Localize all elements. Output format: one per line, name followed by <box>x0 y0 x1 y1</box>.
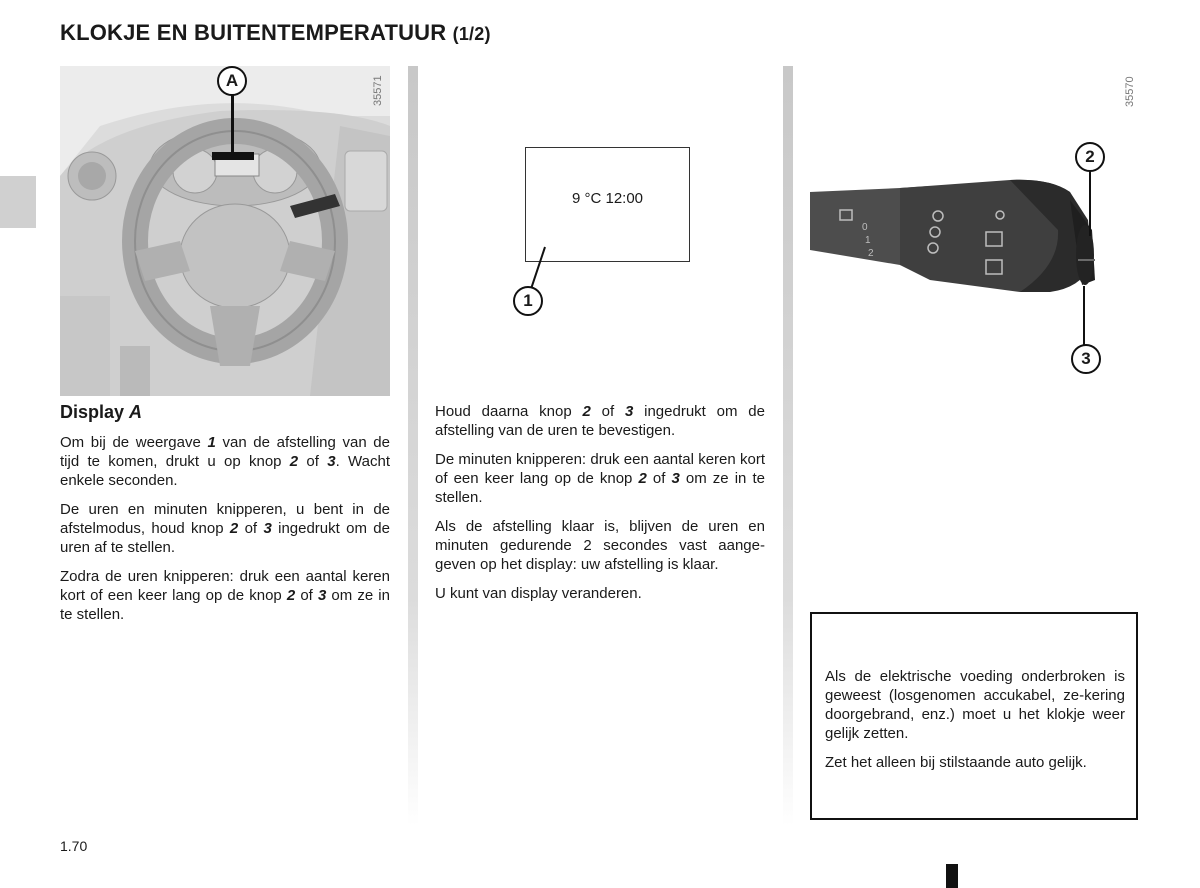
dashboard-illustration <box>60 66 390 396</box>
callout-2: 2 <box>1075 142 1105 172</box>
corner-mark <box>946 864 958 888</box>
paragraph: Zodra de uren knipperen: druk een aantal keren kort of een keer lang op de knop 2 of 3 om ze in te stellen. <box>60 568 390 623</box>
lever-mark-2: 2 <box>868 248 874 259</box>
dashboard-figure <box>60 66 390 396</box>
note-paragraphs <box>825 667 1125 772</box>
column-divider-left <box>408 66 418 826</box>
callout-a-line <box>231 94 234 154</box>
page-title-text: KLOKJE EN BUITENTEMPERATUUR <box>60 20 447 45</box>
page-title <box>60 20 491 46</box>
paragraph: U kunt van display veranderen. <box>435 585 642 602</box>
column-2 <box>435 402 765 613</box>
callout-1: 1 <box>513 286 543 316</box>
button-ref: 2 <box>582 403 591 420</box>
figure-code-left: 35571 <box>372 75 384 106</box>
paragraph: Als de elektrische voeding onderbroken is geweest (losgenomen accukabel, ze-kering doorgebrand, enz.) moet u het klokje weer gelijk zetten. <box>825 668 1125 742</box>
column-1-paragraphs <box>60 433 390 624</box>
callout-a: A <box>217 66 247 96</box>
figure-code-right: 35570 <box>1124 76 1136 107</box>
page-title-suffix: (1/2) <box>452 24 491 44</box>
button-ref: 2 <box>638 470 647 487</box>
note-box <box>810 612 1138 820</box>
callout-3: 3 <box>1071 344 1101 374</box>
callout-lines-2-3 <box>1076 166 1106 346</box>
button-ref: 3 <box>624 403 634 420</box>
lever-mark-1: 1 <box>865 235 871 246</box>
button-ref: 3 <box>317 587 327 604</box>
column-divider-right <box>783 66 793 826</box>
display-a-marker <box>212 152 254 160</box>
page-number: 1.70 <box>60 838 88 854</box>
button-ref: 3 <box>263 520 272 537</box>
section-title <box>60 402 390 423</box>
button-ref: 3 <box>671 470 680 487</box>
button-ref: 2 <box>289 453 299 470</box>
paragraph: De minuten knipperen: druk een aantal keren kort of een keer lang op de knop 2 of 3 om ze in te stellen. <box>435 451 765 506</box>
button-ref: 1 <box>207 434 216 451</box>
column-2-paragraphs <box>435 402 765 603</box>
section-tab <box>0 176 36 228</box>
paragraph: Houd daarna knop 2 of 3 ingedrukt om de afstelling van de uren te bevestigen. <box>435 403 765 439</box>
column-1 <box>60 402 390 634</box>
button-ref: 2 <box>286 587 296 604</box>
paragraph: Als de afstelling klaar is, blijven de uren en minuten gedurende 2 secondes vast aange-geven op het display: uw afstelling is klaar. <box>435 518 765 573</box>
section-title-ref: A <box>129 402 143 422</box>
paragraph: De uren en minuten knipperen, u bent in de afstelmodus, houd knop 2 of 3 ingedrukt om de uren af te stellen. <box>60 501 390 556</box>
note-text <box>825 667 1125 782</box>
button-ref: 2 <box>229 520 239 537</box>
section-title-text: Display <box>60 402 125 422</box>
button-ref: 3 <box>327 453 336 470</box>
paragraph: Om bij de weergave 1 van de afstelling van de tijd te komen, drukt u op knop 2 of 3. Wacht enkele seconden. <box>60 434 390 489</box>
display-readout: 9 °C 12:00 <box>571 190 644 207</box>
lever-mark-0: 0 <box>862 222 868 233</box>
stalk-illustration <box>810 170 1110 320</box>
paragraph: Zet het alleen bij stilstaande auto gelijk. <box>825 754 1087 771</box>
